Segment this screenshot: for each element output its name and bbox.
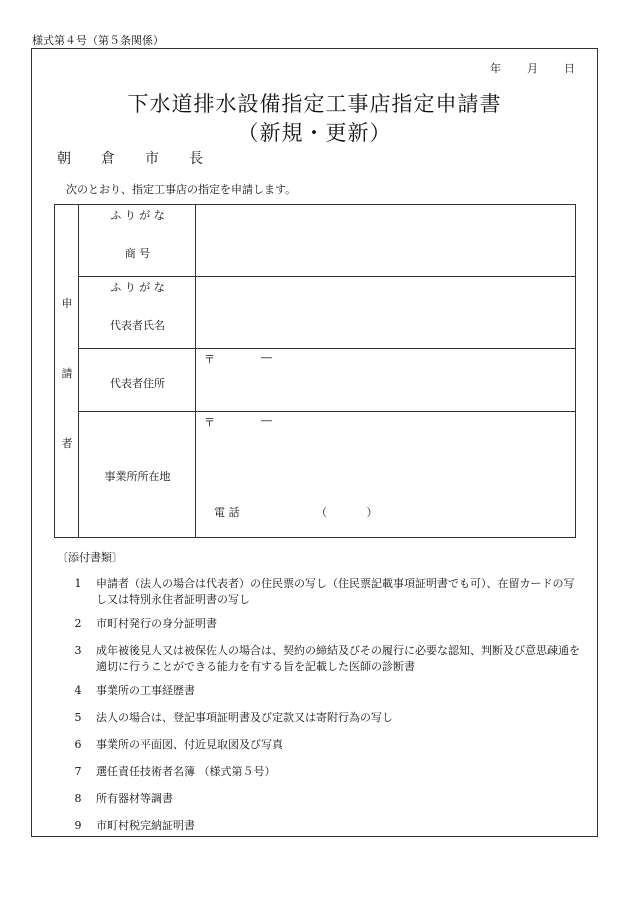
- recipient-char: 倉: [101, 151, 115, 167]
- date-month-label: 月: [527, 62, 538, 75]
- representative-address-field[interactable]: [196, 349, 575, 411]
- attachment-text: 申請者（法人の場合は代表者）の住民票の写し（住民票記載事項証明書でも可）、在留カードの写し又は特別永住者証明書の写し: [96, 577, 575, 606]
- attachment-item: [72, 764, 582, 780]
- furigana-label: ふ り が な: [110, 281, 165, 294]
- attachment-num: 7: [74, 765, 82, 778]
- attachment-text: 市町村税完納証明書: [96, 819, 195, 832]
- row-trade-name: [79, 205, 575, 277]
- form-title: 下水道排水設備指定工事店指定申請書: [127, 92, 502, 116]
- recipient-char: 市: [145, 151, 159, 167]
- attachment-num: 8: [74, 792, 82, 805]
- attachment-text: 法人の場合は、登記事項証明書及び定款又は寄附行為の写し: [96, 711, 393, 724]
- attachments-heading: 〔添付書類〕: [57, 551, 123, 564]
- attachment-item: [72, 616, 582, 632]
- attachment-num: 2: [74, 617, 82, 630]
- office-location-label: 事業所所在地: [104, 470, 171, 483]
- recipient: [57, 148, 233, 168]
- postal-mark: 〒: [204, 353, 215, 366]
- attachment-num: 9: [74, 819, 82, 832]
- form-number: 様式第４号（第５条関係）: [32, 34, 164, 47]
- attachment-item: [72, 576, 582, 608]
- intro-text: 次のとおり、指定工事店の指定を申請します。: [66, 183, 297, 196]
- recipient-char: 朝: [57, 151, 71, 167]
- side-char: 請: [61, 367, 73, 380]
- attachment-num: 3: [74, 644, 82, 657]
- side-char: 申: [61, 297, 73, 310]
- attachment-item: [72, 737, 582, 753]
- attachment-text: 成年被後見人又は被保佐人の場合は、契約の締結及びその履行に必要な認知、判断及び意思疎通を適切に行うことができる能力を有する旨を記載した医師の診断書: [96, 644, 580, 673]
- phone-parens: （ ）: [316, 506, 396, 519]
- attachment-text: 事業所の工事経歴書: [96, 684, 195, 697]
- attachment-num: 4: [74, 684, 82, 697]
- attachment-num: 6: [74, 738, 82, 751]
- phone-label: 電 話: [214, 506, 240, 519]
- attachment-num: 1: [74, 577, 82, 590]
- attachment-item: [72, 683, 582, 699]
- attachment-text: 所有器材等調書: [96, 792, 173, 805]
- row-representative-name: [79, 277, 575, 349]
- date-year-label: 年: [490, 62, 501, 75]
- representative-address-label: 代表者住所: [110, 377, 165, 390]
- attachment-text: 事業所の平面図、付近見取図及び写真: [96, 738, 283, 751]
- office-location-field[interactable]: [196, 412, 575, 537]
- trade-name-label: 商 号: [124, 247, 151, 260]
- attachment-item: [72, 643, 582, 675]
- postal-dash: ―: [261, 351, 272, 364]
- postal-mark: 〒: [204, 416, 215, 429]
- attachment-item: [72, 818, 582, 834]
- attachment-item: [72, 791, 582, 807]
- side-char: 者: [61, 437, 73, 450]
- row-office-location: [79, 412, 575, 537]
- applicant-side-label: [55, 205, 79, 537]
- date-day-label: 日: [564, 62, 575, 75]
- attachment-item: [72, 710, 582, 726]
- applicant-table: [54, 204, 576, 538]
- row-representative-address: [79, 349, 575, 412]
- attachment-num: 5: [74, 711, 82, 724]
- attachment-text: 選任責任技術者名簿 （様式第５号）: [96, 765, 276, 778]
- furigana-label: ふ り が な: [110, 209, 165, 222]
- representative-name-field[interactable]: [196, 277, 575, 348]
- trade-name-field[interactable]: [196, 205, 575, 276]
- date-fields: [490, 60, 575, 76]
- recipient-char: 長: [189, 151, 203, 167]
- attachment-text: 市町村発行の身分証明書: [96, 617, 217, 630]
- representative-name-label: 代表者氏名: [110, 319, 165, 332]
- postal-dash: ―: [261, 414, 272, 427]
- form-subtitle: （新規・更新）: [237, 121, 392, 145]
